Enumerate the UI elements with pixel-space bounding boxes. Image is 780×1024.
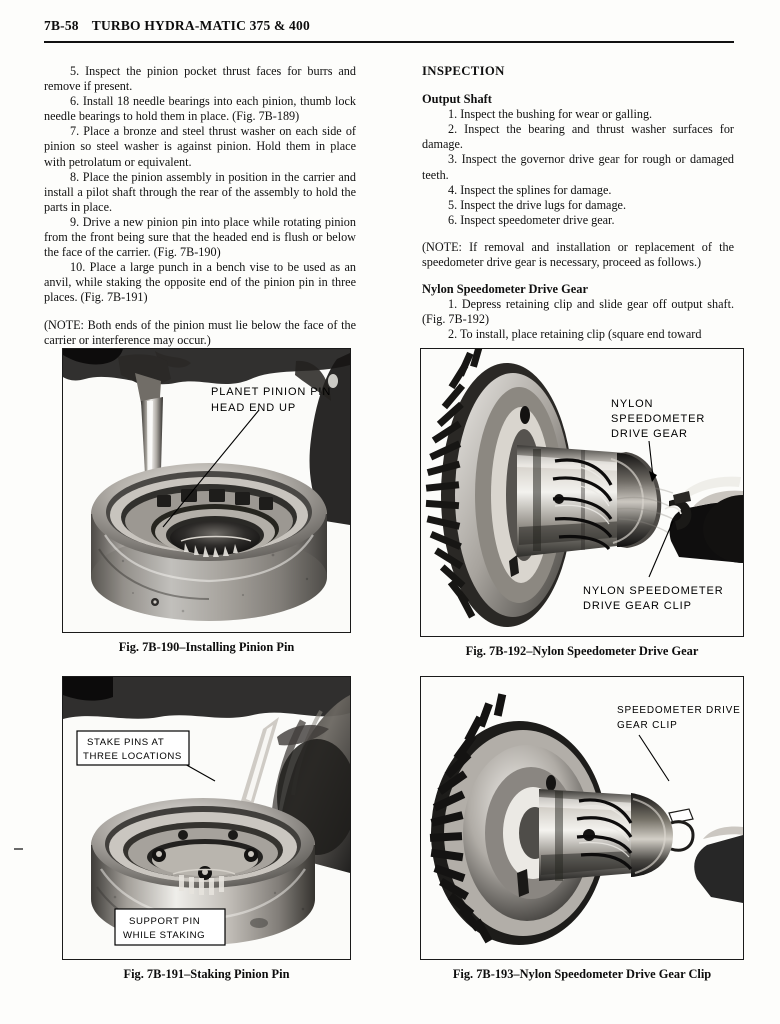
- subsection-heading: Output Shaft: [422, 92, 492, 107]
- note-paragraph: (NOTE: If removal and installation or replacement of the speedometer drive gear is necessary, proceed as follows.): [422, 239, 734, 270]
- stake-callout-line-1: STAKE PINS AT: [87, 737, 165, 748]
- page-header: [44, 18, 734, 44]
- section-heading: INSPECTION: [422, 64, 505, 78]
- stake-callout-line-2: THREE LOCATIONS: [83, 751, 182, 762]
- support-pin-callout-box: [115, 909, 225, 945]
- nylon-speedometer-drive-gear-clip-photo: [421, 677, 743, 959]
- figure-caption: Fig. 7B-192–Nylon Speedometer Drive Gear: [465, 644, 699, 658]
- subsection-heading: Nylon Speedometer Drive Gear: [422, 282, 588, 297]
- page-folio: 7B-58: [44, 18, 79, 33]
- figure-caption: Fig. 7B-193–Nylon Speedometer Drive Gear Clip: [452, 967, 712, 981]
- installing-pinion-pin-photo: [63, 349, 350, 632]
- left-text-column: [44, 64, 356, 348]
- callout-line-1: SPEEDOMETER DRIVE: [617, 705, 741, 716]
- step-paragraph: 1. Depress retaining clip and slide gear off output shaft. (Fig. 7B-192): [422, 297, 734, 327]
- step-paragraph: 5. Inspect the pinion pocket thrust faces for burrs and remove if present.: [44, 64, 356, 94]
- callout-clip-line-1: NYLON SPEEDOMETER: [583, 585, 724, 597]
- figure-frame: [420, 348, 744, 637]
- step-paragraph: 4. Inspect the splines for damage.: [448, 182, 612, 197]
- step-paragraph: 2. Inspect the bearing and thrust washer surfaces for damage.: [422, 122, 734, 152]
- staking-pinion-pin-photo: [63, 677, 350, 959]
- support-callout-line-2: WHILE STAKING: [123, 930, 206, 941]
- margin-tick-mark: [14, 848, 23, 850]
- step-paragraph: 10. Place a large punch in a bench vise to be used as an anvil, while staking the opposite end of the pinion pin in three places. (Fig. 7B-191): [44, 260, 356, 305]
- callout-gear-line-3: DRIVE GEAR: [611, 428, 688, 440]
- callout-clip-line-2: DRIVE GEAR CLIP: [583, 600, 692, 612]
- figure-7b-192: [420, 348, 744, 658]
- figure-7b-191: [62, 676, 351, 981]
- note-paragraph: (NOTE: Both ends of the pinion must lie below the face of the carrier or interference may occur.): [44, 317, 356, 347]
- callout-gear-line-2: SPEEDOMETER: [611, 413, 706, 425]
- step-paragraph: 2. To install, place retaining clip (square end toward: [448, 327, 702, 342]
- callout-line-1: PLANET PINION PIN: [211, 386, 332, 398]
- figure-7b-193: [420, 676, 744, 981]
- step-paragraph: 6. Install 18 needle bearings into each pinion, thumb lock needle bearings to hold them in place. (Fig. 7B-189): [44, 94, 356, 124]
- callout-gear-line-1: NYLON: [611, 398, 654, 410]
- right-text-column: [422, 64, 734, 343]
- step-paragraph: 1. Inspect the bushing for wear or galling.: [448, 107, 653, 122]
- step-paragraph: 5. Inspect the drive lugs for damage.: [448, 197, 627, 212]
- support-callout-line-1: SUPPORT PIN: [129, 916, 201, 927]
- step-paragraph: 8. Place the pinion assembly in position in the carrier and install a pilot shaft through the rear of the assembly to hold the parts in place.: [44, 169, 356, 214]
- step-paragraph: 7. Place a bronze and steel thrust washer on each side of pinion so steel washer is against pinion. Hold them in place with petrolatum or equivalent.: [44, 124, 356, 169]
- step-paragraph: 3. Inspect the governor drive gear for rough or damaged teeth.: [422, 152, 734, 182]
- callout-line-2: HEAD END UP: [211, 402, 297, 414]
- figure-frame: [420, 676, 744, 960]
- stake-pins-callout-box: [77, 731, 189, 765]
- page-title: TURBO HYDRA-MATIC 375 & 400: [91, 18, 310, 33]
- step-paragraph: 6. Inspect speedometer drive gear.: [448, 212, 615, 227]
- header-rule: [44, 41, 734, 43]
- figure-caption: Fig. 7B-191–Staking Pinion Pin: [123, 967, 290, 981]
- figure-frame: [62, 348, 351, 633]
- nylon-speedometer-drive-gear-photo: [421, 349, 743, 636]
- figure-frame: [62, 676, 351, 960]
- callout-line-2: GEAR CLIP: [617, 720, 678, 731]
- figure-7b-190: [62, 348, 351, 654]
- figure-caption: Fig. 7B-190–Installing Pinion Pin: [118, 640, 295, 654]
- header-line: [44, 18, 734, 34]
- step-paragraph: 9. Drive a new pinion pin into place while rotating pinion from the front being sure that the headed end is flush or below the face of the carrier. (Fig. 7B-190): [44, 214, 356, 260]
